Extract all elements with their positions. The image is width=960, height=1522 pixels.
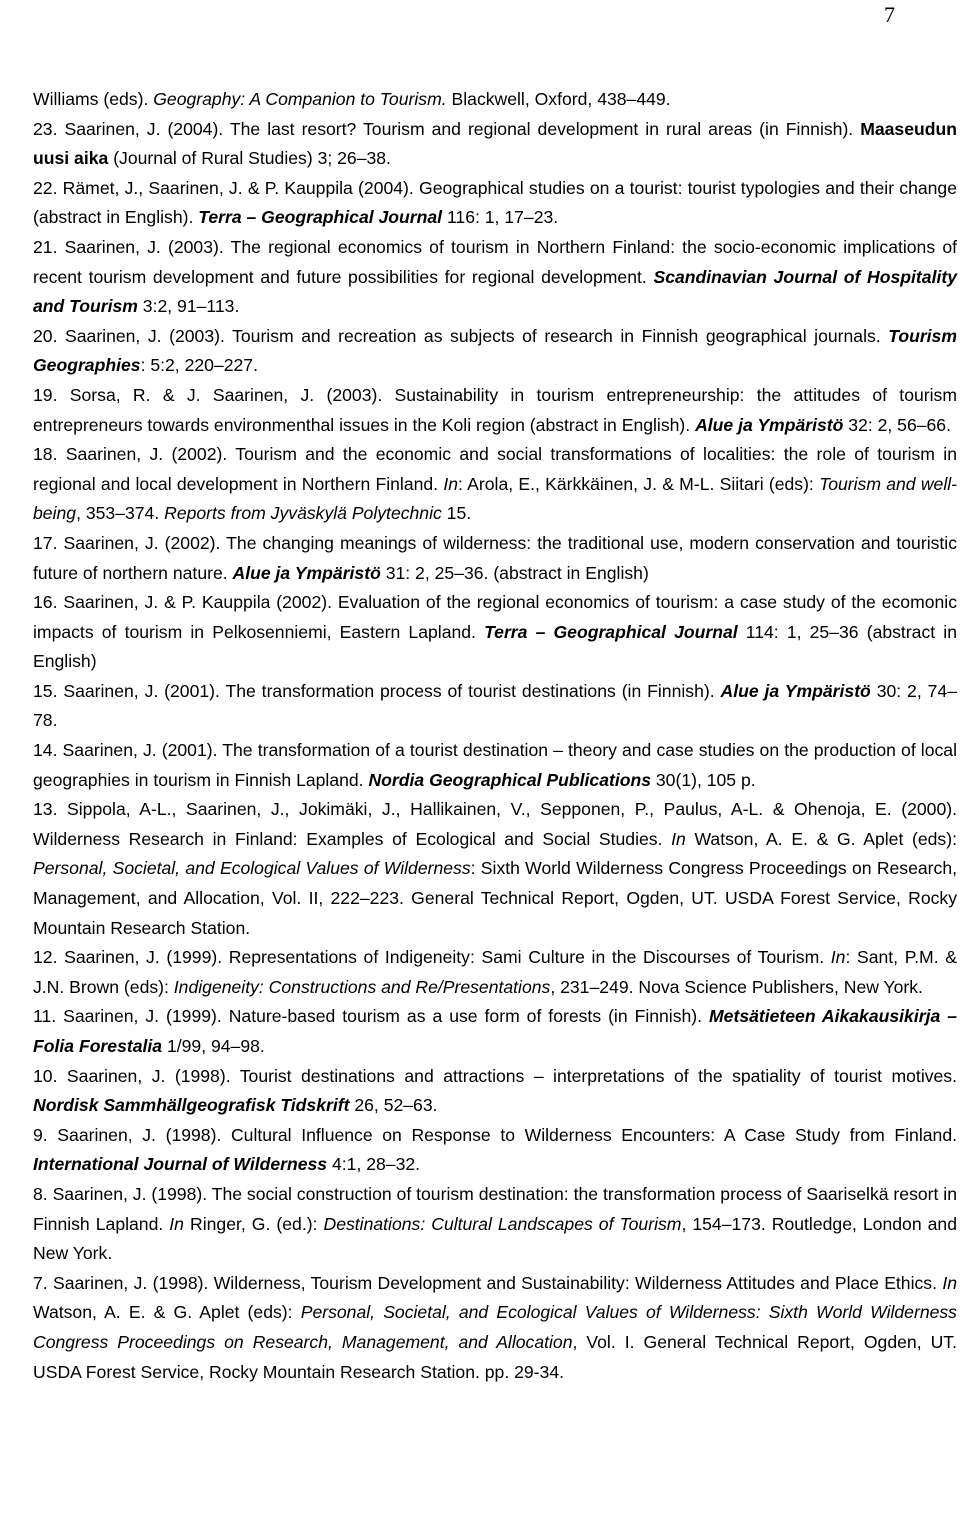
reference-emphasis: Alue ja Ympäristö (720, 680, 871, 701)
reference-text: 13. Sippola, A-L., Saarinen, J., Jokimäki, J., Hallikainen, V., Sepponen, P., Paulus, A-L. & Ohenoja, E. (2000). Wilderness Research in Finland: Examples of Ecological and Social Studies. (33, 799, 957, 849)
reference-text: , 154–173. Routledge, London and New York. (33, 1213, 957, 1264)
reference-emphasis: In (443, 473, 459, 494)
reference-entry (33, 529, 957, 588)
reference-text: 23. Saarinen, J. (2004). The last resort? Tourism and regional development in rural areas (in Finnish). (33, 118, 861, 139)
page-number: 7 (884, 2, 895, 27)
reference-text: : Sixth World Wilderness Congress Proceedings on Research, Management, and Allocation, Vol. II, 222–223. General Technical Report, Ogden, UT. USDA Forest Service, Rocky Mountain Research Station. (33, 858, 958, 938)
reference-entry (33, 677, 957, 736)
reference-entry (33, 588, 957, 677)
reference-text: 20. Saarinen, J. (2003). Tourism and recreation as subjects of research in Finnish geographical journals. (33, 325, 889, 346)
reference-text: 17. Saarinen, J. (2002). The changing meanings of wilderness: the traditional use, modern conservation and touristic future of northern nature. (33, 532, 957, 583)
reference-entry (33, 381, 957, 440)
reference-entry (33, 1269, 957, 1387)
reference-text: 30: 2, 74–78. (33, 680, 957, 731)
reference-text: 9. Saarinen, J. (1998). Cultural Influence on Response to Wilderness Encounters: A Case Study from Finland. (33, 1124, 957, 1145)
reference-emphasis: Personal, Societal, and Ecological Values of Wilderness (33, 858, 471, 879)
reference-text: 15. Saarinen, J. (2001). The transformation process of tourist destinations (in Finnish). (33, 680, 721, 701)
reference-emphasis: Personal, Societal, and Ecological Values of Wilderness: Sixth World Wilderness Congress Proceedings on Research, Management, and Allocation (33, 1302, 957, 1352)
reference-emphasis: Tourism Geographies (33, 325, 957, 376)
reference-emphasis: Terra – Geographical Journal (484, 621, 738, 642)
reference-emphasis: Tourism and well-being (33, 473, 958, 524)
reference-emphasis: Alue ja Ympäristö (232, 562, 381, 583)
reference-text: : 5:2, 220–227. (140, 355, 258, 376)
reference-text: 31: 2, 25–36. (abstract in English) (380, 562, 649, 583)
reference-emphasis: In (169, 1213, 184, 1234)
reference-entry (33, 1121, 957, 1180)
reference-text: 1/99, 94–98. (162, 1036, 265, 1056)
reference-text: , 231–249. Nova Science Publishers, New York. (550, 976, 923, 997)
reference-entry (33, 736, 957, 795)
reference-text: Williams (eds). (33, 89, 154, 109)
reference-emphasis: In (942, 1272, 957, 1293)
reference-text: Watson, A. E. & G. Aplet (eds): (33, 1302, 301, 1323)
reference-text: 19. Sorsa, R. & J. Saarinen, J. (2003). Sustainability in tourism entrepreneurship: the attitudes of tourism entrepreneurs towards environmenthal issues in the Koli region (abstract in English). (33, 384, 957, 435)
reference-emphasis: In (671, 828, 686, 849)
reference-text: (Journal of Rural Studies) 3; 26–38. (108, 148, 391, 169)
reference-emphasis: Reports from Jyväskylä Polytechnic (164, 503, 442, 524)
reference-text: 21. Saarinen, J. (2003). The regional economics of tourism in Northern Finland: the socio-economic implications of recent tourism development and future possibilities for regional development. (33, 236, 957, 287)
reference-emphasis: Alue ja Ympäristö (695, 414, 844, 435)
reference-text: 114: 1, 25–36 (abstract in English) (33, 621, 957, 672)
reference-emphasis: Destinations: Cultural Landscapes of Tourism (323, 1213, 682, 1234)
reference-text: : Arola, E., Kärkkäinen, J. & M-L. Siitari (eds): (458, 473, 820, 494)
reference-text: 11. Saarinen, J. (1999). Nature-based tourism as a use form of forests (in Finnish). (33, 1006, 710, 1027)
reference-text: 10. Saarinen, J. (1998). Tourist destinations and attractions – interpretations of the spatiality of tourist motives. (33, 1065, 957, 1086)
reference-text: 16. Saarinen, J. & P. Kauppila (2002). Evaluation of the regional economics of tourism: a case study of the ecomonic impacts of tourism in Pelkosenniemi, Eastern Lapland. (33, 592, 957, 642)
reference-emphasis: Nordisk Sammhällgeografisk Tidskrift (33, 1095, 350, 1116)
reference-text: 18. Saarinen, J. (2002). Tourism and the economic and social transformations of localities: the role of tourism in regional and local development in Northern Finland. (33, 444, 957, 494)
reference-text: 32: 2, 56–66. (843, 414, 951, 435)
reference-text: 116: 1, 17–23. (442, 207, 559, 228)
reference-text: 7. Saarinen, J. (1998). Wilderness, Tourism Development and Sustainability: Wilderness Attitudes and Place Ethics. (33, 1272, 943, 1293)
reference-text: Watson, A. E. & G. Aplet (eds): (685, 828, 957, 849)
reference-emphasis: Nordia Geographical Publications (368, 769, 651, 790)
reference-entry (33, 174, 957, 233)
reference-text: 8. Saarinen, J. (1998). The social construction of tourism destination: the transformation process of Saariselkä resort in Finnish Lapland. (33, 1183, 957, 1234)
reference-text: 12. Saarinen, J. (1999). Representations of Indigeneity: Sami Culture in the Discourses of Tourism. (33, 947, 831, 968)
reference-emphasis: Maaseudun uusi aika (33, 118, 957, 169)
reference-entry (33, 115, 957, 174)
reference-entry (33, 322, 957, 381)
reference-emphasis: Scandinavian Journal of Hospitality and Tourism (33, 266, 957, 317)
reference-entry (33, 233, 957, 322)
reference-entry (33, 440, 957, 529)
reference-text: 15. (441, 503, 472, 524)
reference-emphasis: Geography: A Companion to Tourism. (153, 89, 447, 109)
reference-text: 22. Rämet, J., Saarinen, J. & P. Kauppila (2004). Geographical studies on a tourist: tourist typologies and their change (abstract in English). (33, 177, 957, 228)
reference-text: , Vol. I. General Technical Report, Ogden, UT. USDA Forest Service, Rocky Mountain Research Station. pp. 29-34. (33, 1331, 957, 1382)
reference-text: 4:1, 28–32. (327, 1154, 421, 1175)
reference-text: Blackwell, Oxford, 438–449. (446, 89, 671, 109)
reference-entry (33, 943, 957, 1002)
reference-text: Ringer, G. (ed.): (183, 1213, 324, 1234)
reference-emphasis: Metsätieteen Aikakausikirja – Folia Forestalia (33, 1006, 957, 1056)
reference-text: 14. Saarinen, J. (2001). The transformation of a tourist destination – theory and case studies on the production of local geographies in tourism in Finnish Lapland. (33, 740, 957, 790)
reference-entry (33, 795, 957, 943)
reference-text: 3:2, 91–113. (137, 296, 240, 317)
reference-emphasis: Indigeneity: Constructions and Re/Presentations (173, 976, 551, 997)
reference-text: 26, 52–63. (349, 1095, 438, 1116)
reference-text: 30(1), 105 p. (651, 769, 756, 790)
reference-list (33, 85, 957, 1387)
reference-emphasis: International Journal of Wilderness (33, 1154, 328, 1175)
reference-text: , 353–374. (76, 503, 165, 524)
reference-entry (33, 85, 957, 115)
reference-entry (33, 1180, 957, 1269)
reference-emphasis: Terra – Geographical Journal (198, 207, 443, 228)
reference-entry (33, 1002, 957, 1061)
reference-entry (33, 1062, 957, 1121)
reference-emphasis: In (830, 947, 846, 968)
reference-text: : Sant, P.M. & J.N. Brown (eds): (33, 947, 957, 997)
